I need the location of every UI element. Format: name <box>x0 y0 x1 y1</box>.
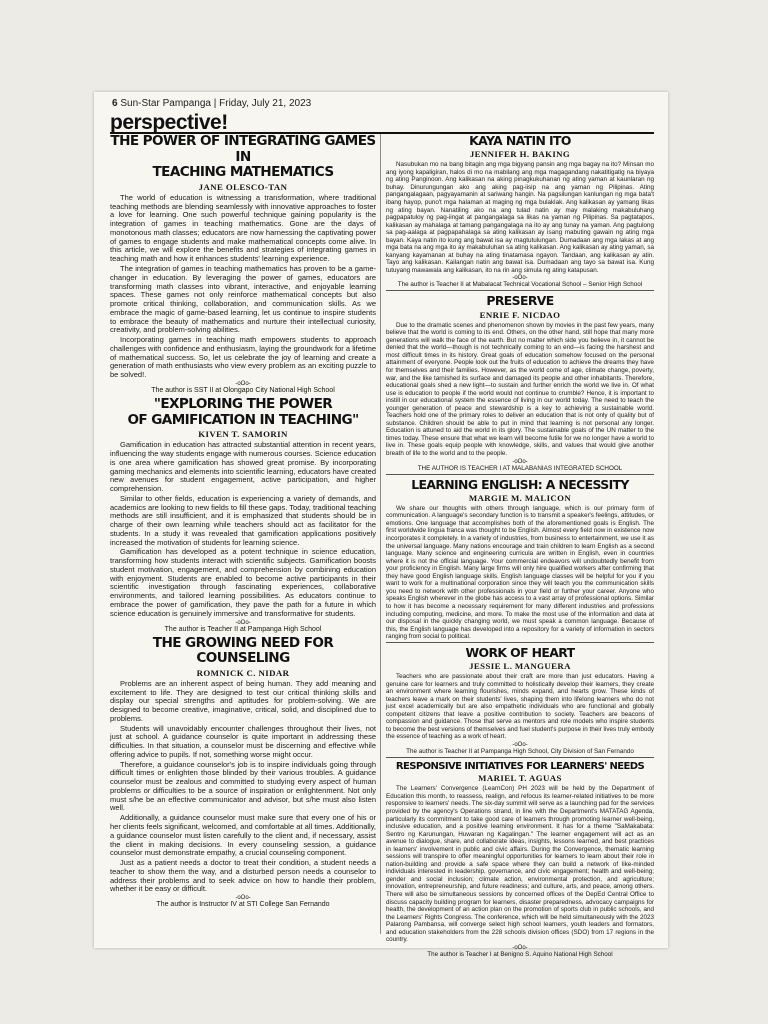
right-column <box>386 132 654 961</box>
article-byline: ENRIE F. NICDAO <box>479 309 561 320</box>
column-divider <box>380 134 381 934</box>
article-rule <box>386 290 654 291</box>
article-gamification <box>110 397 376 633</box>
article-separator: -oOo- <box>235 895 251 902</box>
article-headline: PRESERVE <box>486 293 554 309</box>
article-body: Teachers who are passionate about their craft are more than just educators. Having a genuine care for learners and truly committed to holistically develop their learners, they create an environment where learning flourishes, minds expand, and hearts grow. These kinds of teachers leave a mark on their students' lives, shaping them into lifelong learners who do not just excel academically but are also empathetic individuals who are functional and globally competent citizens that leave a positive contribution to society. Teachers are beacons of compassion and guidance. Those that serve as mentors and role models who inspire students to become the best versions of themselves and fuel student's purpose in their lives truly embody the essence of teaching as a work of heart. <box>386 672 654 741</box>
article-byline: ROMNICK C. NIDAR <box>196 667 290 678</box>
article-headline: "EXPLORING THE POWER OF GAMIFICATION IN TEACHING" <box>127 395 359 428</box>
article-headline: RESPONSIVE INITIATIVES FOR LEARNERS' NEEDS <box>395 760 645 772</box>
article-separator: -oOo- <box>235 619 251 626</box>
article-body: We share our thoughts with others through language, which is our primary form of communication. A language's secondary function is to transmit a speaker's feelings, attitudes, or emotions. One language that accomplishes both of the aforementioned goals is English. The first worldwide lingua franca was thought to be English. Almost every field now in existence now incorporates it completely. In a variety of industries, from business to entertainment, we use it as the universal language. Many nations encourage and train children to learn English as a second language. Many science and engineering curricula are written in English, even in countries where it is not the official language. Your commercial endeavors will undoubtedly benefit from your proficiency in English. Many large firms will only hire qualified workers after confirming that they have good English language skills. English language classes will be helpful for you if you want to work for a multinational corporation since they will teach you the communication skills you need to network with other professionals in your field or further your career. Anyone who speaks English wherever in the globe has access to a vast array of professional options. Similar to how it has become a necessary requirement for many different industries and professions including computing, medicine, and more. To make the most use of the information and data at our disposal in the quickly changing world, we must speak a common language. Because of this, the English language has developed into a repository for a variety of information in sectors ranging from social to political. <box>386 504 654 641</box>
article-byline: JESSIE L. MANGUERA <box>469 660 571 671</box>
publication-name: Sun-Star Pampanga <box>120 98 211 109</box>
article-body: The Learners' Convergence (LearnCon) PH 2023 will be held by the Department of Education this month, to reassess, realign, and refocus its learner-related initiatives to be more responsive to learners' needs. The six-day summit will serve as a launching pad for the services provided by the agency's Operations strand, in line with the Department's MATATAG Agenda, particularly its commitment to take good care of learners through promoting learner well-being, inclusive education, and a positive learning environment. It has for a theme "SaMakabata: Sentro ng Karunungan, Huwaran ng Kagalingan." The learner engagement will act as an avenue to dialogue, share, and collaborate ideas, insights, lessons learned, and best practices in learners' involvement in public and civic affairs. During the Convergence, thematic learning sessions will transpire to offer meaningful opportunities for learners to learn about their role in nation-building and provide a safe space where they can build a network of like-minded individuals interested in leadership, governance, and civic engagement; health and well-being; gender and social inclusion; climate action, environmental protection, and agriculture; innovation, entrepreneurship, and future readiness; and culture, arts, and peace, among others. There will also be simultaneous sessions by concerned offices of the DepEd Central Office to discuss capacity building program for learners, disaster preparedness, advocacy campaigns for health, the development of an action plan on the promotion of sports club in public schools, and the Learners' Rights Congress. The conference, which will be held simultaneously with the 2023 Palarong Pambansa, will converge select high school learners, youth leaders and formators, and education stakeholders from the 228 schools division offices (SDO) from 17 regions in the country. <box>386 785 654 944</box>
article-responsive-initiatives <box>386 761 654 958</box>
author-note: THE AUTHOR IS TEACHER I AT MALABANIAS INTEGRATED SCHOOL <box>417 464 623 472</box>
page-number: 6 <box>112 98 118 109</box>
article-body: Problems are an inherent aspect of being human. They add meaning and excitement to life. They are designed to test our critical thinking skills and display our special strengths and aptitudes for problem-solving. We are designed to become creative, imaginative, critical, solid, and disciplined due to problems. Students will unavoidably encounter challenges throughout their lives, not just at school. A guidance counselor is quite important in addressing these difficulties. In that situation, a counselor must be discerning and effective while offering advice to pupils. If not, something worse might occur. Therefore, a guidance counselor's job is to inspire individuals going through difficult times or enlighten those blinded by their various troubles. A guidance counselor must be zealous and committed to studying every aspect of human problems or difficulties to be a source of inspiration or enlightenment. Not only must s/he be an effective communicator and advisor, but s/he must also listen well. Additionally, a guidance counselor must make sure that every one of his or her clients feels significant, welcomed, and comfortable at all times. Additionally, a guidance counselor must listen carefully to the client and, if necessary, assist the client in making decisions. In every counseling session, a guidance counselor must demonstrate empathy, a crucial counseling component. Just as a patient needs a doctor to treat their condition, a student needs a teacher to show them the way, and a disturbed person needs a counselor to address their problems and to seek advice on how to handle their problem, whether it be easy or difficult. <box>110 678 376 894</box>
article-rule <box>386 757 654 758</box>
article-body: The world of education is witnessing a transformation, where traditional teaching methods are blending seamlessly with innovative approaches to foster a love for learning. One such powerful technique gaining popularity is the integration of games in teaching mathematics. Gone are the days of monotonous math classes; educators are now harnessing the captivating power of games to engage students and make mathematical concepts come alive. In this article, we will explore the benefits and strategies of integrating games in teaching math and how it enhances students' learning experience. The integration of games in teaching mathematics has proven to be a game-changer in education. By leveraging the power of games, educators are transforming math classes into vibrant, interactive, and enjoyable learning spaces. These games not only reinforce mathematical concepts but also promote critical thinking, collaboration, and communication skills. As we embrace the magic of game-based learning, let us continue to inspire students to embrace the beauty of mathematics and nurture their intellectual curiosity, creativity, and problem-solving abilities. Incorporating games in teaching math empowers students to approach challenges with confidence and enthusiasm, laying the groundwork for a lifetime of mathematical success. So, let us celebrate the joy of learning and create a generation of math enthusiasts who view every problem as an exciting puzzle to be solved!. <box>110 192 376 380</box>
article-byline: MARGIE M. MALICON <box>468 492 572 503</box>
article-separator: -oOo- <box>512 275 528 282</box>
masthead: 6 Sun-Star Pampanga | Friday, July 21, 2023 <box>112 98 312 109</box>
left-column <box>110 132 376 911</box>
article-body: Nasubukan mo na bang bitagin ang mga bigyang pansin ang mga bagay na ito? Minsan mo ang iyong kapaligiran, halos di mo na mabilang ang mga magagandang nakatitigatig na biyaya ng ating Panginoon. Ang kalikasan na aking pinagkukuhanan ng ating yaman at kaunlaran ng buhay. Dinurungungan ako ang aking pag-iisip na ang yaman ng Pilipinas. Ating pangangalagaan, pagyayamanin at sariwang hangin. Na pagsilungan kanlungan ng mga bata't ibang hayop, puno't mga halaman at maging ng mga bulaklak. Ang kalikasan ay yamang likas ng ating bayan. Nanatiling ako na ang tulad natin ay may malaking makabuluhang pagpapatuloy ng pag-iingat at pangangalaga sa likas na yaman ng Pilipinas. Sa pagtatapos, kalikasan ay mahalaga at tamang pangangalaga na ito ay ang tunay na yaman. Ang pagtulong sa pag-aalaga at pagpapahalaga sa ating kalikasan ay isang mabuting gawain ng ating mga bayan. Kaya natin ito kung ang bawat isa ay magtutulungan. Dumadaan ang mga lakas at ang mga bata na ang mga ito ay makabuluhan sa ating kalikasan. Ang kalikasan ay ating yaman, sa kanyang kayamanan at buhay na ating tinatamasa ngayon. Tandaan, ang kalikasan ay atin. Tayo ang kalikasan. Kailangan natin ang bawat isa. Dumadaan ang tayo sa bawat isa. Kung tutuyang mawawala ang kalikasan, ito na rin ang simula ng ating katapusan. <box>386 161 654 274</box>
article-separator: -oOo- <box>512 741 528 748</box>
author-note: The author is SST II at Olongapo City National High School <box>151 386 335 394</box>
newspaper-page <box>94 92 668 958</box>
article-byline: JENNIFER H. BAKING <box>469 149 571 160</box>
article-byline: MARIEL T. AGUAS <box>478 773 562 784</box>
section-label: perspective! <box>110 111 228 134</box>
article-headline: LEARNING ENGLISH: A NECESSITY <box>411 476 629 492</box>
article-games-in-math <box>110 134 376 394</box>
article-learning-english <box>386 478 654 643</box>
article-body: Due to the dramatic scenes and phenomenon shown by movies in the past few years, many believe that the world is coming to its end. Others, on the other hand, still hope that many more generations will walk the face of the earth. But no matter which side you believe in, it cannot be denied that the world—though is not technically coming to an end—is facing the harshest and most difficult times in its history. Great goals of education somehow focused on the personal attainment of everyone. People look out the fruits of education to achieve the dreams they have for themselves and their families. However, as the world come of age, climate change, poverty, war, and the like tarnished its surface and damaged its people and other inhabitants. Therefore, educational goals shed a new light—to sustain and further enrich the world we live in. Of what use is education to people if the world would not continue to crumble? Hence, it is important to instill in our educational system the essence of living in our world today. The need to teach the younger generation of peace and stewardship is a key to achieving a sustainable world. Teachers hold one of the primary roles to deliver an education that is not only of quality but of substance. Children should be able to put in mind that learning is not personal any longer. Education is attuned to aid the world in its glory. The sustainable goals of the UN matter to the times today. These ensure that what we learn will become futile for we no longer have a world to live in. These goals equip people with knowledge, skills, and values that would give another breath of life to the world and to the people. <box>386 321 654 458</box>
article-body: Gamification in education has attracted substantial attention in recent years, influencing the way students engage with numerous courses. Science education is one area where gamification has showed great promise. By incorporating gaming mechanics and elements into scientific learning, educators have created new avenues for student engagement, active participation, and higher comprehension. Similar to other fields, education is experiencing a variety of demands, and academics are looking to new fields to fill these gaps. Today, traditional teaching methods are still insufficient, and it is emphasized that students should be in charge of their own learning while teachers should act as facilitator for the students. In a study it was revealed that gamification applications positively increased the motivation of students for learning science. Gamification has developed as a potent technique in science education, transforming how students interact with scientific subjects. Gamification boosts student motivation, engagement, and comprehension by combining education with enjoyment. Students are enabled to become active participants in their scientific investigation through fascinating experiences, collaborative environments, and tailored learning possibilities. As educators continue to embrace the power of gamification, they pave the path for a future in which science education is genuinely immersive and transformative for students. <box>110 440 376 618</box>
article-work-of-heart <box>386 646 654 758</box>
article-byline: JANE OLESCO-TAN <box>198 181 288 192</box>
article-byline: KIVEN T. SAMORIN <box>198 429 288 440</box>
issue-date: Friday, July 21, 2023 <box>219 98 312 109</box>
article-separator: -oOo- <box>512 458 528 465</box>
article-headline: WORK OF HEART <box>465 644 575 660</box>
author-note: The author is Teacher II at Pampanga High School, City Division of San Fernando <box>406 747 634 755</box>
author-note: The author is Teacher I at Benigno S. Aquino National High School <box>427 950 613 958</box>
article-rule <box>386 642 654 643</box>
article-kaya-natin-ito <box>386 134 654 291</box>
author-note: The author is Instructor IV at STI College San Fernando <box>156 901 330 909</box>
article-counseling <box>110 636 376 909</box>
article-headline: THE POWER OF INTEGRATING GAMES IN TEACHING MATHEMATICS <box>110 133 376 181</box>
article-separator: -oOo- <box>235 380 251 387</box>
article-headline: KAYA NATIN ITO <box>469 133 571 148</box>
article-rule <box>386 474 654 475</box>
article-separator: -oOo- <box>512 944 528 951</box>
author-note: The author is Teacher II at Pampanga High School <box>164 625 322 633</box>
article-preserve <box>386 294 654 474</box>
article-headline: THE GROWING NEED FOR COUNSELING <box>152 634 334 667</box>
author-note: The author is Teacher II at Mabalacat Technical Vocational School – Senior High School <box>397 281 643 289</box>
